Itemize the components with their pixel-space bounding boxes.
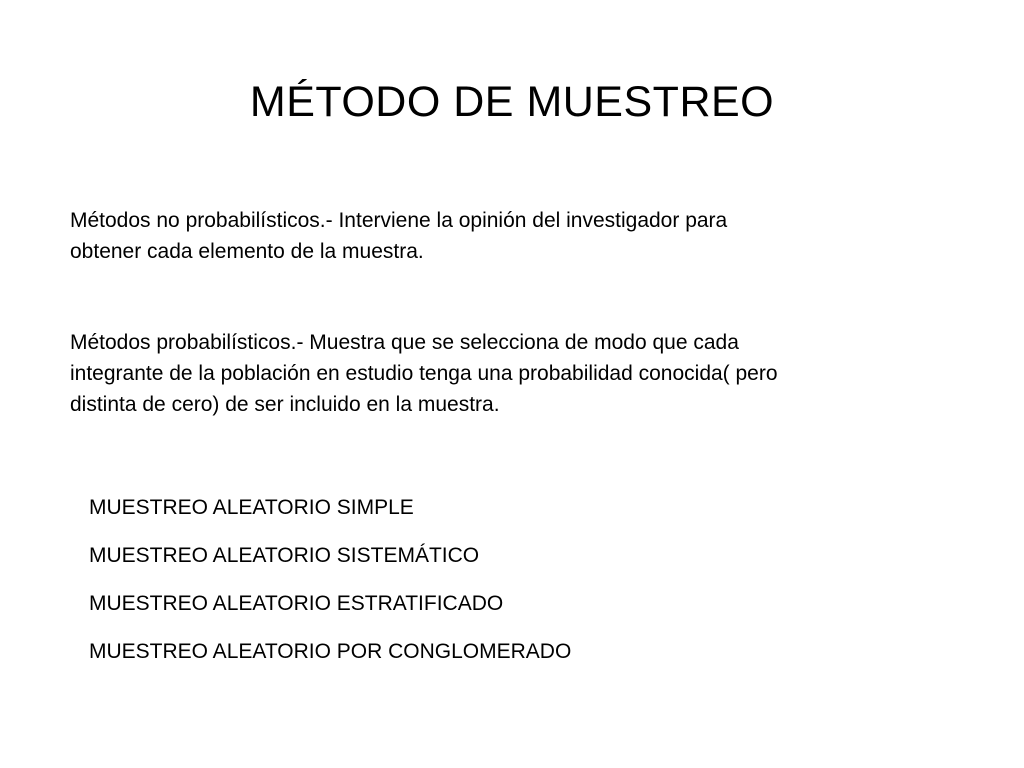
paragraph-non-probabilistic (70, 205, 970, 267)
list-item: MUESTREO ALEATORIO POR CONGLOMERADO (89, 640, 572, 663)
paragraph-line: Métodos probabilísticos.- Muestra que se selecciona de modo que cada (70, 331, 739, 354)
slide-title: MÉTODO DE MUESTREO (249, 78, 775, 126)
paragraph-line: integrante de la población en estudio tenga una probabilidad conocida( pero (70, 362, 778, 385)
list-item: MUESTREO ALEATORIO SIMPLE (89, 496, 414, 519)
paragraph-line: obtener cada elemento de la muestra. (70, 240, 424, 263)
list-item: MUESTREO ALEATORIO SISTEMÁTICO (89, 544, 480, 567)
paragraph-line: Métodos no probabilísticos.- Interviene la opinión del investigador para (70, 209, 728, 232)
sampling-methods-list (89, 484, 571, 676)
paragraph-line: distinta de cero) de ser incluido en la muestra. (70, 393, 500, 416)
list-item: MUESTREO ALEATORIO ESTRATIFICADO (89, 592, 504, 615)
paragraph-probabilistic (70, 327, 970, 420)
